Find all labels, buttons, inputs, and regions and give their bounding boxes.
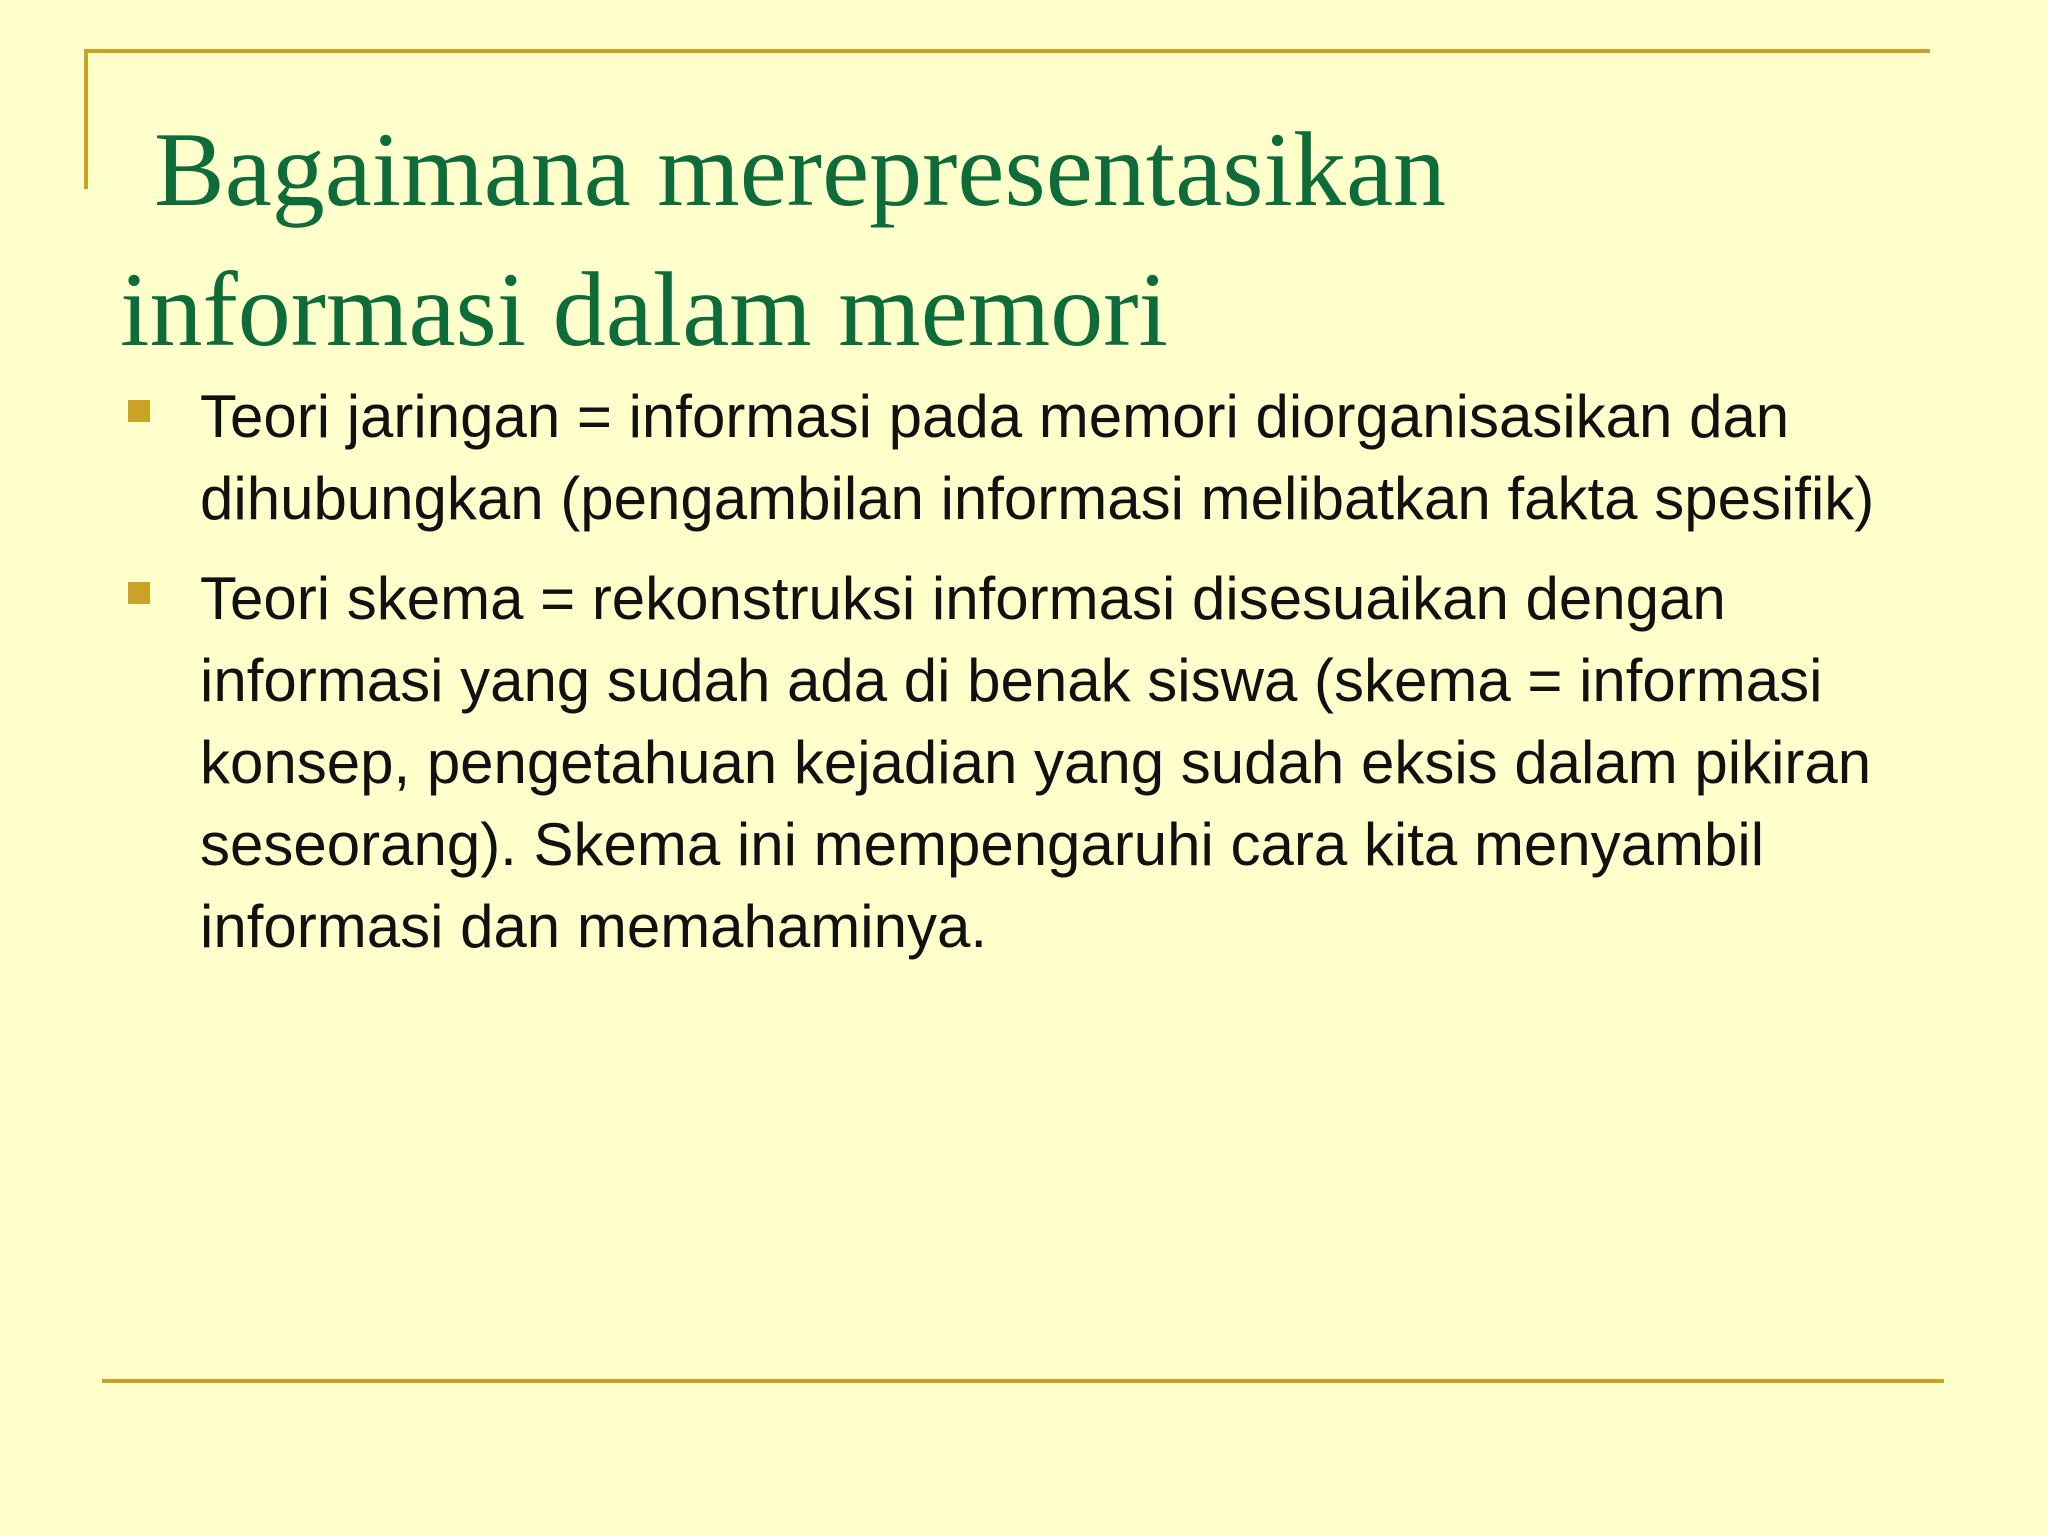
bullet-item-schema-theory: [124, 558, 1914, 968]
bullet-list: [124, 376, 1914, 986]
bullet-item-network-theory: [124, 376, 1914, 540]
top-rule: [84, 49, 1930, 53]
square-bullet-icon: [128, 400, 150, 422]
slide-title-line-1: Bagaimana merepresentasikan: [154, 111, 1447, 228]
bullet-text: Teori jaringan = informasi pada memori diorganisasikan dan dihubungkan (pengambilan informasi melibatkan fakta spesifik): [200, 383, 1875, 532]
slide-title-line-2: informasi dalam memori: [120, 251, 1168, 368]
square-bullet-icon: [128, 582, 150, 604]
bottom-rule: [102, 1379, 1944, 1383]
slide-title: [120, 100, 1920, 380]
left-rule: [84, 49, 88, 189]
bullet-text: Teori skema = rekonstruksi informasi disesuaikan dengan informasi yang sudah ada di benak siswa (skema = informasi konsep, pengetahuan kejadian yang sudah eksis dalam pikiran seseorang). Skema ini mempengaruhi cara kita menyambil informasi dan memahaminya.: [200, 565, 1872, 960]
